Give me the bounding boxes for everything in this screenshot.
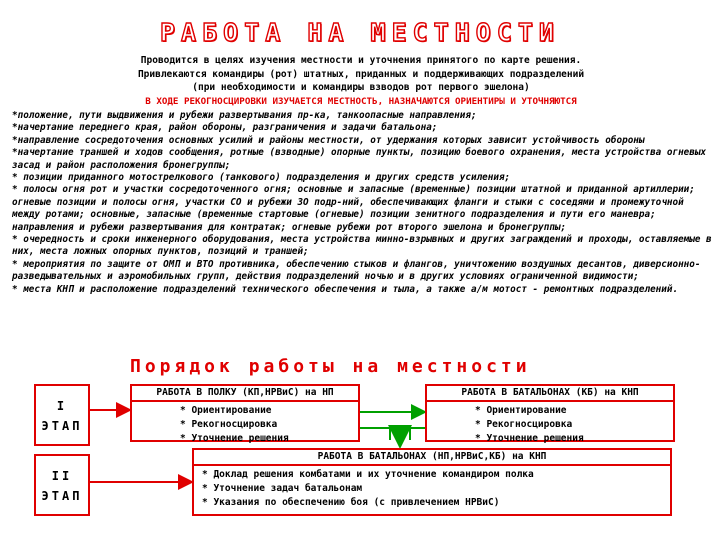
- list-item: * Ориентирование: [475, 405, 567, 416]
- intro-line-1: Проводится в целях изучения местности и уточнения принятого по карте решения.: [140, 55, 582, 66]
- box-battalion-work: [425, 384, 675, 442]
- bullet-list: [12, 110, 712, 296]
- box-battalion-stage2-head: РАБОТА В БАТАЛЬОНАХ (НП,НРВиС,КБ) на КНП: [194, 450, 670, 466]
- intro-line-4: В ХОДЕ РЕКОГНОСЦИРОВКИ ИЗУЧАЕТСЯ МЕСТНОСТЬ, НАЗНАЧАЮТСЯ ОРИЕНТИРЫ И УТОЧНЯЮТСЯ: [145, 96, 577, 107]
- intro-line-3: (при необходимости и командиры взводов рот первого эшелона): [192, 82, 530, 93]
- box-regiment-work: [130, 384, 360, 442]
- list-item: * Ориентирование: [180, 405, 272, 416]
- bullet-item: *начертание траншей и ходов сообщения, ротные (взводные) опорные пункты, позицию боевого охранения, места устройства огневых засад и район расположения бронегруппы;: [12, 147, 707, 171]
- bullet-item: *направление сосредоточения основных усилий и районы местности, от удержания которых зависит устойчивость обороны: [12, 134, 645, 146]
- page-title: РАБОТА НА МЕСТНОСТИ: [160, 18, 560, 47]
- connector-to-bat2-b: [410, 428, 425, 440]
- bullet-item: * мероприятия по защите от ОМП и ВТО противника, обеспечению стыков и флангов, уничтожению воздушных десантов, диверсионно-разведывательных и аэромобильных групп, действия подразделений ночью и в других условиях ограниченной видимости;: [12, 258, 701, 283]
- intro-line-2: Привлекаются командиры (рот) штатных, приданных и поддерживающих подразделений: [137, 69, 585, 80]
- stage-2-label: ЭТАП: [41, 489, 83, 503]
- list-item: * Уточнение решения: [475, 433, 584, 444]
- stage-1-label: ЭТАП: [41, 419, 83, 433]
- bullet-item: * полосы огня рот и участки сосредоточенного огня; основные и запасные (временные) позиции штатной и приданной артиллерии; огневые позиции и полосы огня, участки СО и рубежи ЗО подр-ний, обеспечивающих фланги и стыки с соседями и промежуточной между ротами; основные, запасные (временные стартовые (огневые) позиции зенитного подразделения и пути его маневра; направления и рубежи развертывания для контратак; огневые рубежи рот второго эшелона и бронегруппы;: [12, 184, 695, 233]
- bullet-item: *положение, пути выдвижения и рубежи развертывания пр-ка, танкоопасные направления;: [12, 110, 477, 121]
- stage-1-box: [34, 384, 90, 446]
- box-regiment-head: РАБОТА В ПОЛКУ (КП,НРВиС) на НП: [132, 386, 358, 402]
- list-item: * Уточнение задач батальонам: [202, 483, 363, 494]
- box-battalion-stage2: [192, 448, 672, 516]
- bullet-item: * места КНП и расположение подразделений технического обеспечения и тыла, а также а/м мотост - ремонтных подразделений.: [12, 283, 679, 295]
- bullet-item: * очередность и сроки инженерного оборудования, места устройства минно-взрывных и других заграждений и проходы, оставляемые в них, места ложных опорных пунктов, позиций и траншей;: [12, 234, 712, 258]
- connector-to-bat2-a: [360, 428, 390, 440]
- list-item: * Рекогносцировка: [475, 419, 573, 430]
- bullet-item: *начертание переднего края, район обороны, разграничения и задачи батальона;: [12, 122, 438, 134]
- list-item: * Доклад решения комбатами и их уточнение командиром полка: [202, 469, 534, 480]
- list-item: * Уточнение решения: [180, 433, 289, 444]
- section-subtitle: Порядок работы на местности: [130, 356, 531, 377]
- list-item: * Рекогносцировка: [180, 419, 278, 430]
- bullet-item: * позиции приданного мотострелкового (танкового) подразделения и других средств усиления;: [12, 172, 511, 184]
- stage-1-number: I: [56, 399, 68, 413]
- box-battalion-head: РАБОТА В БАТАЛЬОНАХ (КБ) на КНП: [427, 386, 673, 402]
- list-item: * Указания по обеспечению боя (с привлечением НРВиС): [202, 497, 500, 508]
- stage-2-box: [34, 454, 90, 516]
- stage-2-number: II: [51, 469, 73, 483]
